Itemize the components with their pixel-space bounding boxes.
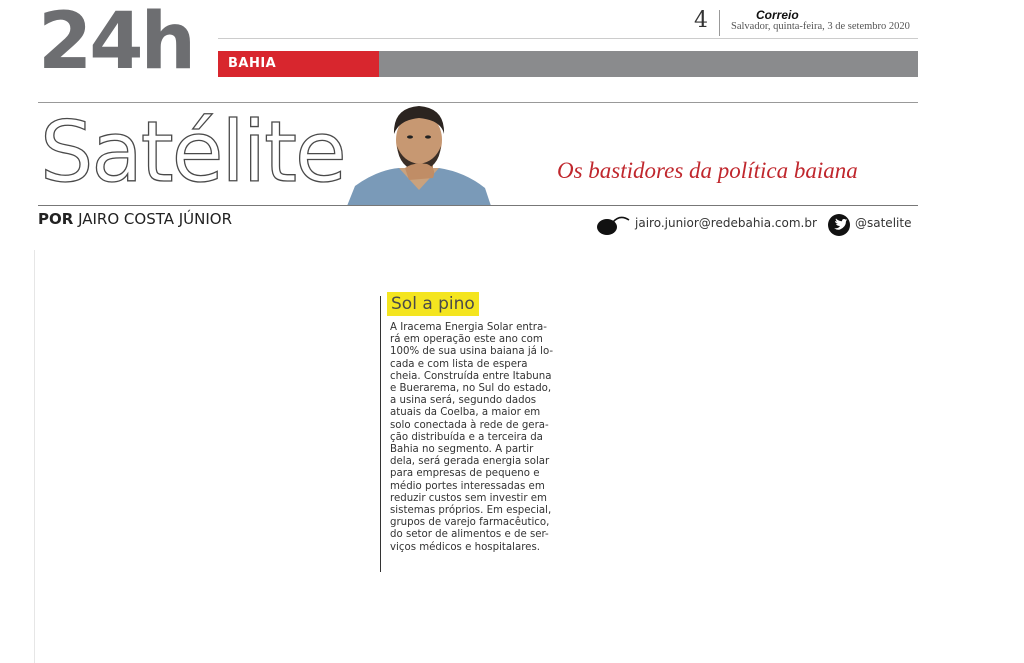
byline-prefix: POR bbox=[38, 210, 74, 228]
section-logo: 24h bbox=[38, 0, 194, 87]
masthead-divider bbox=[719, 10, 720, 36]
article-headline: Sol a pino bbox=[387, 292, 479, 316]
author-email[interactable]: jairo.junior@redebahia.com.br bbox=[635, 216, 817, 230]
dateline: Salvador, quinta-feira, 3 de setembro 2020 bbox=[731, 21, 910, 32]
article-body bbox=[390, 322, 560, 554]
article-line: dela, será gerada energia solar bbox=[390, 456, 550, 468]
masthead-rule bbox=[218, 38, 918, 39]
byline-author: JAIRO COSTA JÚNIOR bbox=[78, 210, 233, 228]
article-line: para empresas de pequeno e bbox=[390, 468, 540, 480]
section-label: BAHIA bbox=[218, 51, 379, 77]
column-tagline: Os bastidores da política baiana bbox=[557, 158, 858, 183]
article-rule bbox=[380, 296, 381, 572]
article-line: rá em operação este ano com bbox=[390, 334, 543, 346]
article-line: grupos de varejo farmacêutico, bbox=[390, 517, 550, 529]
article-line: A Iracema Energia Solar entra- bbox=[390, 322, 547, 333]
article-line: 100% de sua usina baiana já lo- bbox=[390, 346, 554, 358]
twitter-handle[interactable]: @satelite bbox=[855, 216, 912, 230]
article-line: a usina será, segundo dados bbox=[390, 395, 537, 407]
article-line: atuais da Coelba, a maior em bbox=[390, 407, 541, 419]
article-line: e Buerarema, no Sul do estado, bbox=[390, 383, 552, 395]
twitter-icon bbox=[828, 214, 850, 236]
author-photo bbox=[347, 104, 491, 206]
page-edge bbox=[34, 250, 35, 663]
article-line: solo conectada à rede de gera- bbox=[390, 419, 549, 431]
author-photo-illustration bbox=[347, 104, 491, 206]
mouse-icon bbox=[596, 214, 630, 236]
article-line: cada e com lista de espera bbox=[390, 358, 528, 370]
article-line: sistemas próprios. Em especial, bbox=[390, 505, 552, 517]
article-line: viços médicos e hospitalares. bbox=[390, 541, 540, 553]
article-line: do setor de alimentos e de ser- bbox=[390, 529, 549, 541]
byline-rule bbox=[38, 205, 918, 206]
article-line: ção distribuída e a terceira da bbox=[390, 431, 543, 443]
page-number: 4 bbox=[694, 8, 708, 33]
article-line: médio portes interessadas em bbox=[390, 480, 545, 492]
article-line: cheia. Construída entre Itabuna bbox=[390, 370, 552, 382]
brand-name: Correio bbox=[756, 8, 799, 22]
column-title: Satélite bbox=[40, 103, 345, 201]
article-line: reduzir custos sem investir em bbox=[390, 492, 547, 504]
byline bbox=[38, 210, 232, 228]
article-line: Bahia no segmento. A partir bbox=[390, 444, 534, 456]
